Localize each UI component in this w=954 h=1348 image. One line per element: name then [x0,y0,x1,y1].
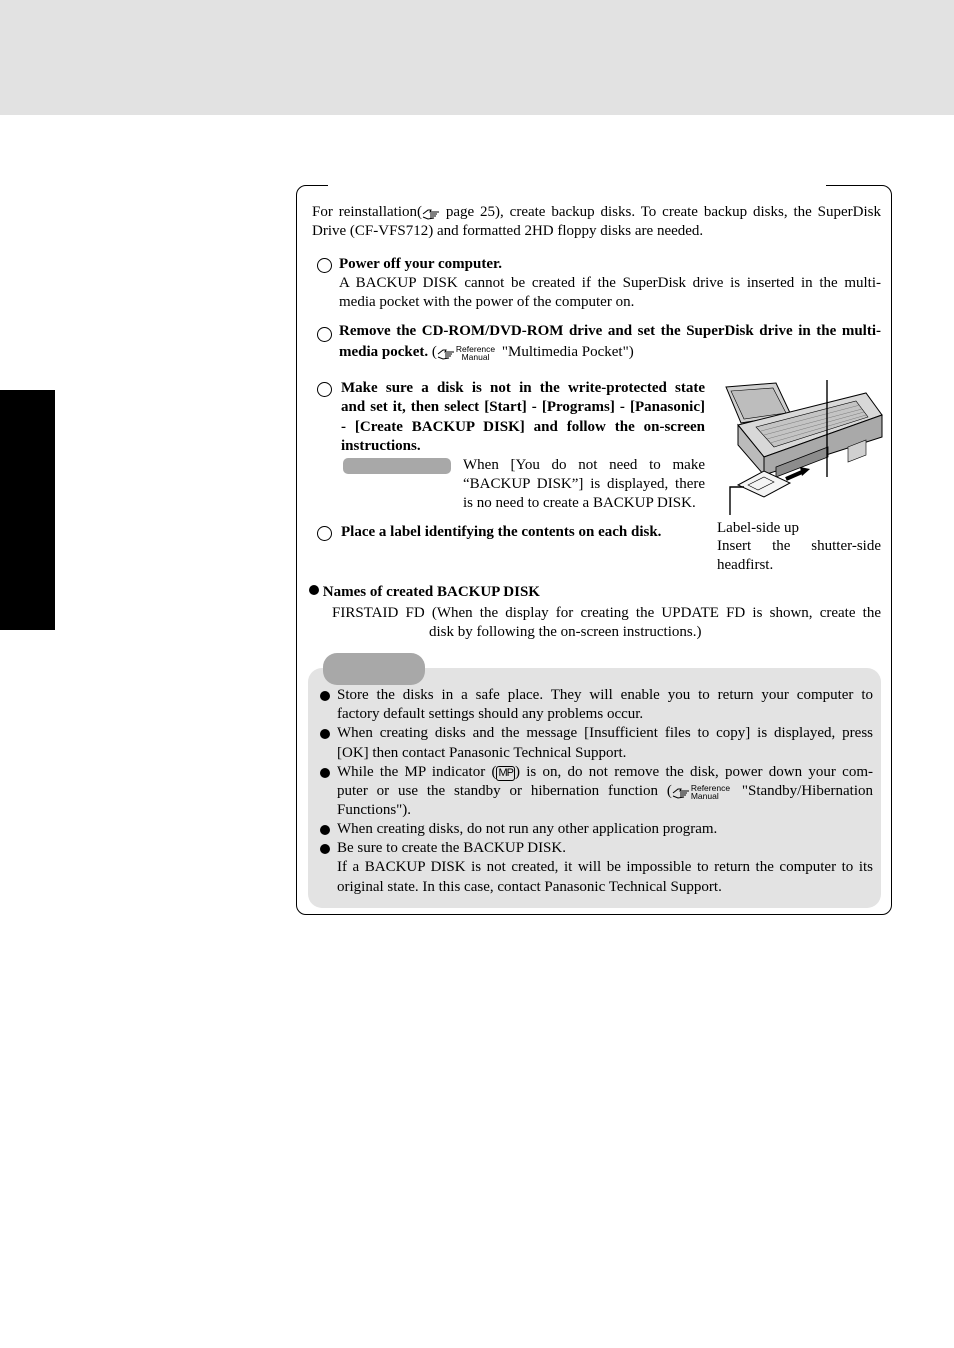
caution-label-pill [323,653,425,685]
caution-5-line-2: If a BACKUP DISK is not created, it will be impossible to return the computer to its [337,859,873,875]
names-line-1: FIRSTAID FD (When the display for creating the UPDATE FD is shown, create the [332,605,881,621]
intro-line-1: For reinstallation( page 25), create backup disks. To create backup disks, the SuperDisk [312,204,881,220]
caution-4-line-1: When creating disks, do not run any other application program. [337,821,718,837]
names-line-2: disk by following the on-screen instructions.) [429,624,702,640]
pointing-hand-icon [437,347,455,360]
caution-3-line-3: Functions"). [337,802,412,818]
step-3-note-3: is no need to create a BACKUP DISK. [463,495,696,511]
step-3-title-3: - [Create BACKUP DISK] and follow the on-screen [341,419,705,435]
caution-2-line-2: [OK] then contact Panasonic Technical Support. [337,745,627,761]
header-band [0,0,954,115]
caution-5-line-1: Be sure to create the BACKUP DISK. [337,840,566,856]
caution-1-line-1: Store the disks in a safe place. They will enable you to return your computer to [337,687,873,703]
step-3-note-1: When [You do not need to make [463,457,705,473]
step-3-title-1: Make sure a disk is not in the write-protected state [341,380,705,396]
step-3-note-2: “BACKUP DISK”] is displayed, there [463,476,705,492]
caution-5-line-3: original state. In this case, contact Panasonic Technical Support. [337,879,722,895]
step-2-title-1: Remove the CD-ROM/DVD-ROM drive and set the SuperDisk drive in the multi- [339,323,881,339]
note-label-pill [343,458,451,474]
illustration-label-3: headfirst. [717,557,774,573]
step-4-title: Place a label identifying the contents on each disk. [341,524,662,540]
caution-bullet-icon [320,691,330,701]
step-2-title-2: media pocket. ( Reference Manual "Multimedia Pocket") [339,343,634,362]
pointing-hand-icon [422,207,440,220]
laptop-superdisk-illustration [716,375,886,525]
caution-bullet-icon [320,844,330,854]
step-1-body-2: media pocket with the power of the computer on. [339,294,635,310]
step-3-circle-icon [317,382,332,397]
side-tab-marker [0,390,55,630]
step-1-body-1: A BACKUP DISK cannot be created if the SuperDisk drive is inserted in the multi- [339,275,881,291]
step-2-circle-icon [317,327,332,342]
caution-3-line-2: puter or use the standby or hibernation function ( Reference Manual "Standby/Hibernation [337,782,873,801]
step-3-title-2: and set it, then select [Start] - [Programs] - [Panasonic] [341,399,705,415]
caution-1-line-2: factory default settings should any problems occur. [337,706,644,722]
mp-indicator-icon: MP [498,767,513,779]
caution-bullet-icon [320,825,330,835]
step-4-circle-icon [317,526,332,541]
illustration-label-2: Insert the shutter-side [717,538,881,554]
frame-title-gap [328,182,826,190]
reference-manual-icon: Reference Manual [455,343,496,362]
step-1-title: Power off your computer. [339,256,503,272]
caution-bullet-icon [320,729,330,739]
reference-manual-icon: Reference Manual [690,782,731,801]
caution-3-line-1: While the MP indicator ( MP ) is on, do not remove the disk, power down your com- [337,764,873,780]
caution-2-line-1: When creating disks and the message [Insufficient files to copy] is displayed, press [337,725,873,741]
illustration-label-1: Label-side up [717,520,800,536]
pointing-hand-icon [672,786,690,799]
step-1-circle-icon [317,258,332,273]
intro-line-2: Drive (CF-VFS712) and formatted 2HD floppy disks are needed. [312,223,704,239]
caution-bullet-icon [320,768,330,778]
bullet-icon [309,585,319,595]
names-heading: Names of created BACKUP DISK [309,583,540,603]
step-3-title-4: instructions. [341,438,421,454]
